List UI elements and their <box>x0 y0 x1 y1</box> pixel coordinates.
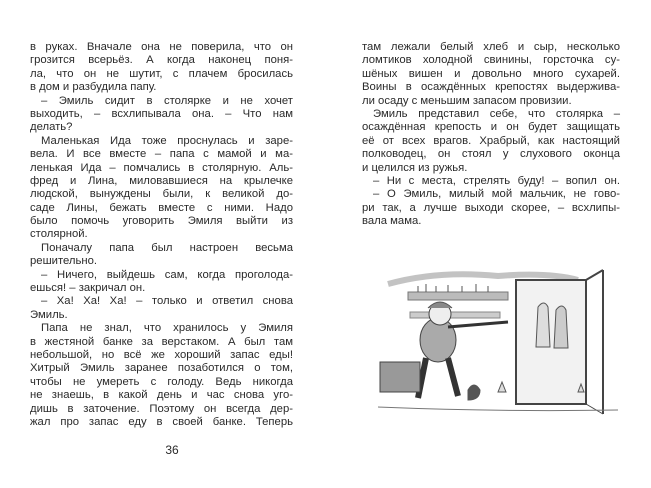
text-line: чтобы не умереть с голоду. Ведь никогда <box>30 375 293 388</box>
text-line: ла, что он не шутит, с плачем бросилась <box>30 67 293 80</box>
text-line: Поначалу папа был настроен весьма <box>41 241 293 254</box>
text-line: – О Эмиль, милый мой мальчик, не гово- <box>373 188 620 201</box>
text-line: ленькая Ида – помчались в столярную. Аль- <box>30 161 293 174</box>
text-line: саде Лины, бежать вместе с ними. Надо <box>30 201 293 214</box>
text-line: Хитрый Эмиль заранее позаботился о том, <box>30 362 293 375</box>
text-line: грозится всерьёз. А когда наконец поня- <box>30 54 293 67</box>
text-line: – Эмиль сидит в столярке и не хочет <box>41 94 293 107</box>
page-number: 36 <box>165 443 179 457</box>
text-line: Эмиль представил себе, что столярка – <box>373 107 620 120</box>
text-line: Папа не знал, что хранилось у Эмиля <box>41 322 293 335</box>
text-line: решительно. <box>30 255 98 268</box>
text-line: вела. И все вместе – папа с мамой и ма- <box>30 148 293 161</box>
text-line: вала мама. <box>362 215 422 228</box>
text-line: ломтиков холодной свинины, горсточка су- <box>362 54 620 67</box>
text-line: и целился из ружья. <box>362 161 468 174</box>
text-line: людской, вынуждены были, к великой до- <box>30 188 293 201</box>
text-line: Эмиль. <box>30 308 68 321</box>
text-line: ли осаду с меньшим запасом провизии. <box>362 94 572 107</box>
text-line: дишь в заточение. Поэтому он всегда дер- <box>30 402 293 415</box>
text-line: осаждённая крепость и он будет защищать <box>362 121 620 134</box>
text-line: жал про запас еду в своей банке. Теперь <box>30 415 293 428</box>
text-line: в дом и разбудила папу. <box>30 81 157 94</box>
text-line: было помочь уговорить Эмиля выйти из <box>30 215 293 228</box>
text-line: – Ха! Ха! Ха! – только и ответил снова <box>41 295 293 308</box>
text-line: – Ни с места, стрелять буду! – вопил он. <box>373 174 620 187</box>
text-line: в жестяной банке за верстаком. А был там <box>30 335 293 348</box>
text-line: Маленькая Ида тоже проснулась и заре- <box>41 134 293 147</box>
text-line: Воины в осаждённых крепостях выдержива- <box>362 81 620 94</box>
text-line: выходить, – всхлипывала она. – Что нам <box>30 107 293 120</box>
text-line: столярной. <box>30 228 88 241</box>
text-line: делать? <box>30 121 73 134</box>
text-line: – Ничего, выйдешь сам, когда проголода- <box>41 268 293 281</box>
illustration-emil-in-workshop <box>378 262 618 420</box>
text-line: фред и Лина, миловавшиеся на крылечке <box>30 174 293 187</box>
text-line: шёных вишен и довольно много сухарей. <box>362 67 620 80</box>
text-line: полководец, он стоял у слухового оконца <box>362 148 620 161</box>
text-line: небольшой, но всё же хороший запас еды! <box>30 348 293 361</box>
text-line: в руках. Вначале она не поверила, что он <box>30 41 293 53</box>
text-line: не знаешь, в какой день и час снова уго- <box>30 389 293 402</box>
text-line: ри так, а лучше выходи скорее, – всхлипы- <box>362 201 620 214</box>
left-text-column <box>30 41 293 429</box>
text-line: её от всех врагов. Храбрый, как настоящий <box>362 134 620 147</box>
text-line: там лежали белый хлеб и сыр, несколько <box>362 41 620 53</box>
right-text-column <box>362 41 620 228</box>
text-line: ешься! – закричал он. <box>30 282 146 295</box>
